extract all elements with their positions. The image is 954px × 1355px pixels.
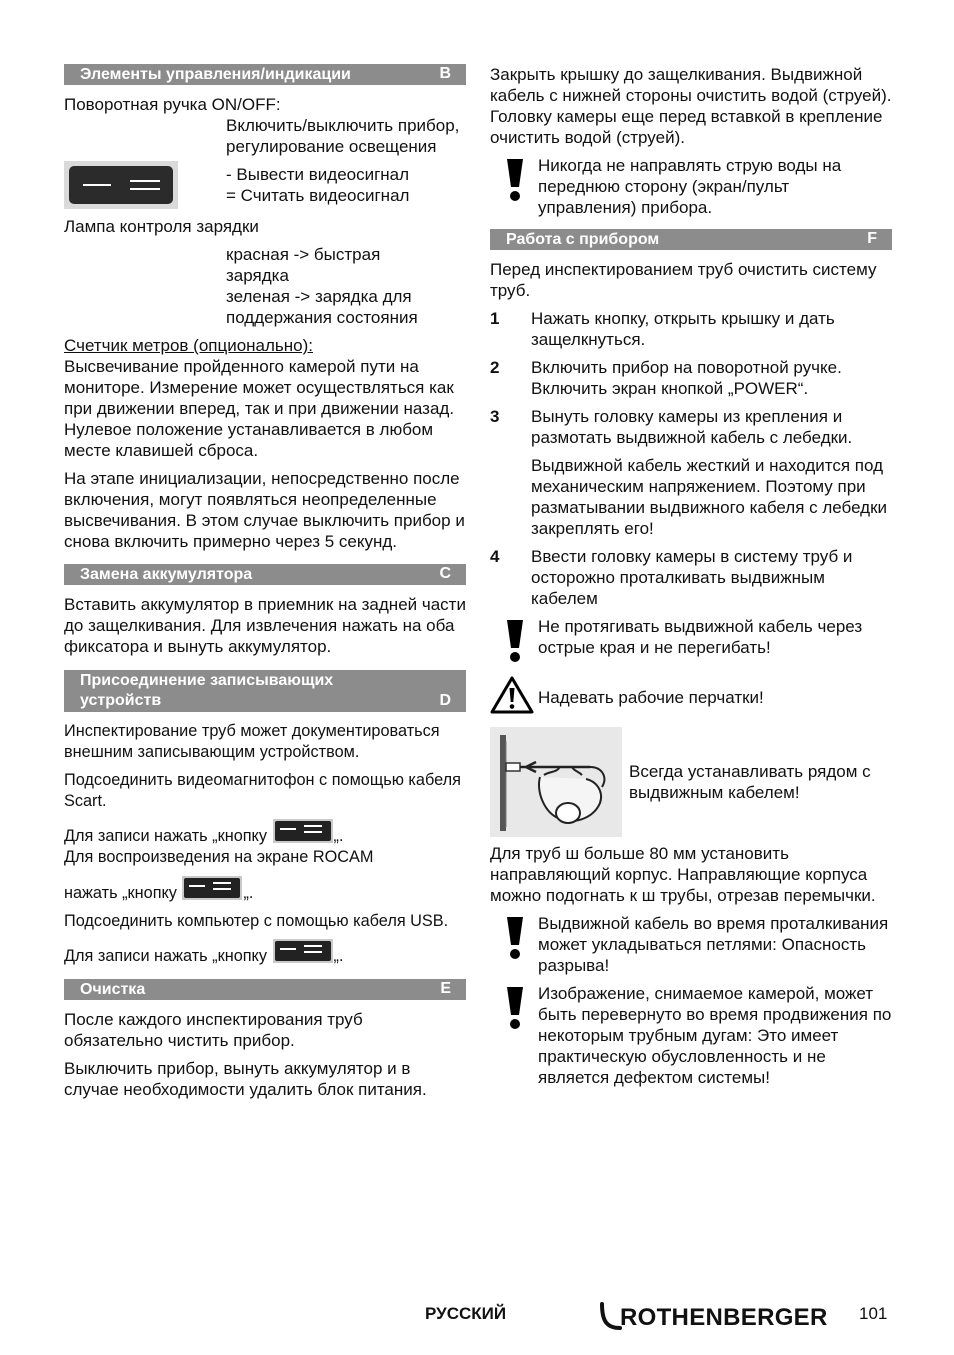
d-paragraph-3: Для записи нажать „кнопку „. [64, 819, 466, 847]
brand-logo [598, 1302, 828, 1332]
counter-title: Счетчик метров (опционально): [64, 336, 314, 355]
section-e-header [64, 979, 466, 1000]
section-e-letter: E [440, 980, 451, 997]
record-button-row [64, 164, 466, 209]
charge-lamp-label: Лампа контроля зарядки [64, 217, 259, 236]
warning-loops [490, 913, 892, 976]
close-lid-text: Закрыть крышку до защелкивания. Выдвижной кабель с нижней стороны очистить водой (струей). Головку камеры еще перед вставкой в крепление очистить водой (струей). [490, 65, 892, 147]
step-3-note: Выдвижной кабель жесткий и находится под механическим напряжением. Поэтому при разматывании выдвижного кабеля с лебедки закреплять его! [531, 456, 888, 538]
e-paragraph-2: Выключить прибор, вынуть аккумулятор и в случае необходимости удалить блок питания. [64, 1059, 427, 1099]
stand-next-text: Всегда устанавливать рядом с выдвижным кабелем! [629, 762, 871, 802]
left-column [64, 64, 466, 1107]
exclamation-icon [490, 155, 538, 218]
warning-gloves [490, 676, 892, 719]
step-3: 3 Вынуть головку камеры из крепления и размотать выдвижной кабель с лебедки. [490, 407, 853, 447]
step-2: 2 Включить прибор на поворотной ручке. Включить экран кнопкой „POWER“. [490, 358, 842, 398]
warning-triangle-icon [490, 676, 538, 719]
equal-icon [130, 180, 160, 182]
d-paragraph-5: нажать „кнопку „. [64, 876, 466, 904]
gloves-text: Надевать рабочие перчатки! [538, 688, 764, 707]
language-label: РУССКИЙ [425, 1304, 507, 1323]
section-b-title: Элементы управления/индикации [80, 66, 351, 83]
guide-housing-text: Для труб ш больше 80 мм установить направляющий корпус. Направляющие корпуса можно подогнать к ш трубы, отрезав перемычки. [490, 844, 876, 905]
d-paragraph-6: Подсоединить компьютер с помощью кабеля USB. [64, 912, 449, 930]
warning-edges-text: Не протягивать выдвижной кабель через острые края и не перегибать! [538, 617, 863, 657]
section-f-title: Работа с прибором [506, 231, 660, 248]
d-paragraph-1: Инспектирование труб может документироваться внешним записывающим устройством. [64, 722, 440, 761]
battery-text: Вставить аккумулятор в приемник на задней части до защелкивания. Для извлечения нажать на оба фиксатора и вынуть аккумулятор. [64, 595, 466, 656]
right-column [490, 64, 892, 1095]
section-d-letter: D [439, 692, 451, 709]
section-f-header [490, 229, 892, 250]
brand-hook-icon [598, 1302, 622, 1332]
e-paragraph-1: После каждого инспектирования труб обязательно чистить прибор. [64, 1010, 363, 1050]
init-text: На этапе инициализации, непосредственно после включения, могут появляться неопределенные высвечивания. В этом случае выключить прибор и снова включить примерно через 5 секунд. [64, 469, 465, 551]
section-c-letter: C [439, 565, 451, 582]
page-number: 101 [859, 1304, 888, 1323]
warning-loops-text: Выдвижной кабель во время проталкивания может укладываться петлями: Опасность разрыва! [538, 914, 889, 975]
playback-button-icon [182, 876, 242, 900]
step-4: 4 Ввести головку камеры в систему труб и осторожно проталкивать выдвижным кабелем [490, 547, 853, 608]
stand-next-to-cable-row [490, 727, 892, 837]
warning-image-flip [490, 983, 892, 1088]
exclamation-icon [490, 983, 538, 1088]
f-intro: Перед инспектированием труб очистить систему труб. [490, 260, 877, 300]
knob-description: Включить/выключить прибор, регулирование освещения [226, 116, 460, 156]
section-b-letter: B [439, 65, 451, 82]
d-paragraph-7: Для записи нажать „кнопку „. [64, 939, 466, 967]
section-d-header [64, 670, 466, 712]
d-paragraph-4: Для воспроизведения на экране ROCAM [64, 848, 374, 866]
brand-name: ROTHENBERGER [620, 1304, 828, 1331]
minus-icon [83, 184, 111, 186]
exclamation-icon [490, 913, 538, 976]
section-d-title-line2: устройств [80, 692, 162, 709]
counter-text: Высвечивание пройденного камерой пути на мониторе. Измерение может осуществляться как при движении вперед, так и при движении назад. Нулевое положение устанавливается в любом месте клавишей сброса. [64, 357, 455, 460]
record-button-icon [273, 819, 333, 843]
exclamation-icon [490, 616, 538, 658]
knob-label: Поворотная ручка ON/OFF: [64, 95, 281, 114]
lamp-green-desc: зеленая -> зарядка для поддержания состояния [226, 287, 418, 327]
warning-edges [490, 616, 892, 658]
button-equal-desc: = Считать видеосигнал [226, 186, 410, 205]
lamp-red-desc: красная -> быстрая зарядка [226, 245, 381, 285]
section-e-title: Очистка [80, 981, 146, 998]
section-c-header [64, 564, 466, 585]
warning-water-text: Никогда не направлять струю воды на переднюю сторону (экран/пульт управления) прибора. [538, 156, 842, 217]
d-paragraph-2: Подсоединить видеомагнитофон с помощью кабеля Scart. [64, 771, 461, 810]
section-d-title-line1: Присоединение записывающих [80, 672, 334, 689]
warning-water [490, 155, 892, 218]
section-f-letter: F [867, 230, 877, 247]
operator-pictogram [490, 727, 622, 837]
section-b-header [64, 64, 466, 85]
section-c-title: Замена аккумулятора [80, 566, 253, 583]
step-1: 1 Нажать кнопку, открыть крышку и дать защелкнуться. [490, 309, 835, 349]
record-button-image [64, 161, 178, 209]
page-footer [0, 1302, 954, 1336]
button-minus-desc: - Вывести видеосигнал [226, 165, 410, 184]
usb-record-button-icon [273, 939, 333, 963]
warning-image-flip-text: Изображение, снимаемое камерой, может быть перевернуто во время продвижения по некоторым трубным дугам: Это имеет практическую обусловленность и не является дефектом системы! [538, 984, 892, 1087]
